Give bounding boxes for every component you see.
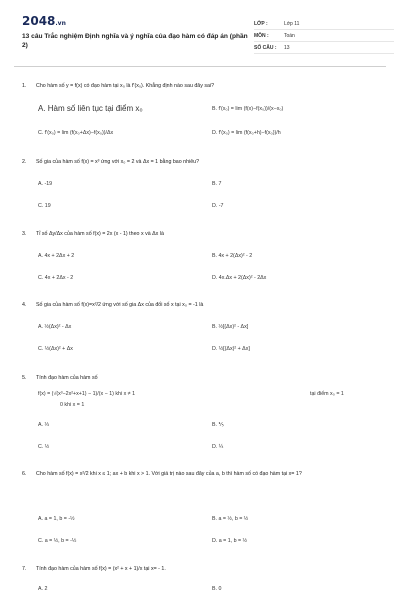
logo-text: 2048 (22, 14, 56, 28)
header (22, 14, 386, 51)
header-divider (14, 66, 386, 67)
option-b[interactable]: B. 7 (212, 181, 222, 187)
option-c[interactable]: C. 19 (38, 203, 51, 209)
option-b[interactable]: B. 0 (212, 586, 222, 592)
piecewise-line-2: 0 khi x = 1 (60, 402, 85, 408)
question-4 (22, 301, 386, 309)
option-d[interactable]: D. f'(x₀) = lim (f(x₀+h)−f(x₀))/h (212, 130, 281, 136)
option-a[interactable]: A. -19 (38, 181, 53, 187)
question-number: 2. (22, 159, 27, 165)
option-a[interactable]: A. ⅓ (38, 422, 49, 428)
option-c[interactable]: C. 4x + 2Δx - 2 (38, 275, 74, 281)
option-b[interactable]: B. ½[(Δx)² - Δx] (212, 324, 249, 330)
option-c[interactable]: C. a = ½, b = -½ (38, 538, 77, 544)
question-number: 6. (22, 471, 27, 477)
question-3 (22, 230, 386, 238)
question-text: Số gia của hàm số f(x) = x³ ứng với x₀ = 2 và Δx = 1 bằng bao nhiêu? (36, 159, 200, 165)
question-number: 4. (22, 302, 27, 308)
option-b[interactable]: B. ⅕ (212, 422, 224, 428)
piecewise-line-1: f(x) = (√(x³−2x²+x+1) − 1)/(x − 1) khi x ≠ 1 (38, 391, 136, 397)
option-d[interactable]: D. ½[(Δx)² + Δx] (212, 346, 250, 352)
option-b[interactable]: B. a = ½, b = ½ (212, 516, 249, 522)
meta-key: MÔN : (254, 32, 269, 39)
meta-key: LỚP : (254, 20, 268, 27)
meta-value: Lớp 11 (284, 20, 300, 27)
question-number: 5. (22, 375, 27, 381)
question-number: 1. (22, 83, 27, 89)
question-6 (22, 470, 386, 478)
meta-row-class (254, 18, 394, 30)
option-a[interactable]: A. 4x + 2Δx + 2 (38, 253, 75, 259)
option-c[interactable]: C. ½(Δx)² + Δx (38, 346, 73, 352)
question-2 (22, 158, 386, 166)
question-text: Cho hàm số f(x) = x²/2 khi x ≤ 1; ax + b khi x > 1. Với giá trị nào sau đây của a, b thì hàm số có đạo hàm tại x= 1? (36, 471, 302, 477)
question-suffix: tại điểm x₀ = 1 (310, 391, 344, 397)
option-c[interactable]: C. ½ (38, 444, 50, 450)
question-5 (22, 374, 386, 382)
option-c[interactable]: C. f'(x₀) = lim (f(x₀+Δx)−f(x₀))/Δx (38, 130, 114, 136)
option-b[interactable]: B. 4x + 2(Δx)² - 2 (212, 253, 253, 259)
option-d[interactable]: D. a = 1, b = ½ (212, 538, 248, 544)
question-1 (22, 82, 386, 90)
question-text: Cho hàm số y = f(x) có đạo hàm tại x₀ là f'(x₀). Khẳng định nào sau đây sai? (36, 83, 215, 89)
option-a[interactable]: A. a = 1, b = -½ (38, 516, 75, 522)
question-text: Tính đạo hàm của hàm số f(x) = (x² + x + 1)/x tại x= - 1. (36, 566, 166, 572)
option-b[interactable]: B. f'(x₀) = lim (f(x)−f(x₀))/(x−x₀) (212, 106, 284, 112)
option-d[interactable]: D. 4x.Δx + 2(Δx)² - 2Δx (212, 275, 267, 281)
meta-key: SỐ CÂU : (254, 44, 277, 51)
meta-table (254, 18, 394, 54)
meta-value: 13 (284, 44, 290, 51)
question-7 (22, 565, 386, 573)
meta-row-count (254, 42, 394, 54)
document-title: 13 câu Trắc nghiệm Định nghĩa và ý nghĩa của đạo hàm có đáp án (phần 2) (22, 33, 248, 49)
question-number: 3. (22, 231, 27, 237)
option-a[interactable]: A. 2 (38, 586, 48, 592)
question-number: 7. (22, 566, 27, 572)
question-text: Số gia của hàm số f(x)=x²/2 ứng với số gia Δx của đối số x tại x₀ = -1 là (36, 302, 204, 308)
logo-suffix: .vn (55, 20, 66, 27)
question-text: Tỉ số Δy/Δx của hàm số f(x) = 2x (x - 1) theo x và Δx là (36, 231, 164, 237)
option-a[interactable]: A. Hàm số liên tục tại điểm x₀ (38, 104, 143, 113)
option-d[interactable]: D. ¼ (212, 444, 224, 450)
meta-value: Toán (284, 32, 295, 39)
option-a[interactable]: A. ½(Δx)² - Δx (38, 324, 72, 330)
question-text: Tính đạo hàm của hàm số (36, 375, 98, 381)
option-d[interactable]: D. -7 (212, 203, 224, 209)
meta-row-subject (254, 30, 394, 42)
